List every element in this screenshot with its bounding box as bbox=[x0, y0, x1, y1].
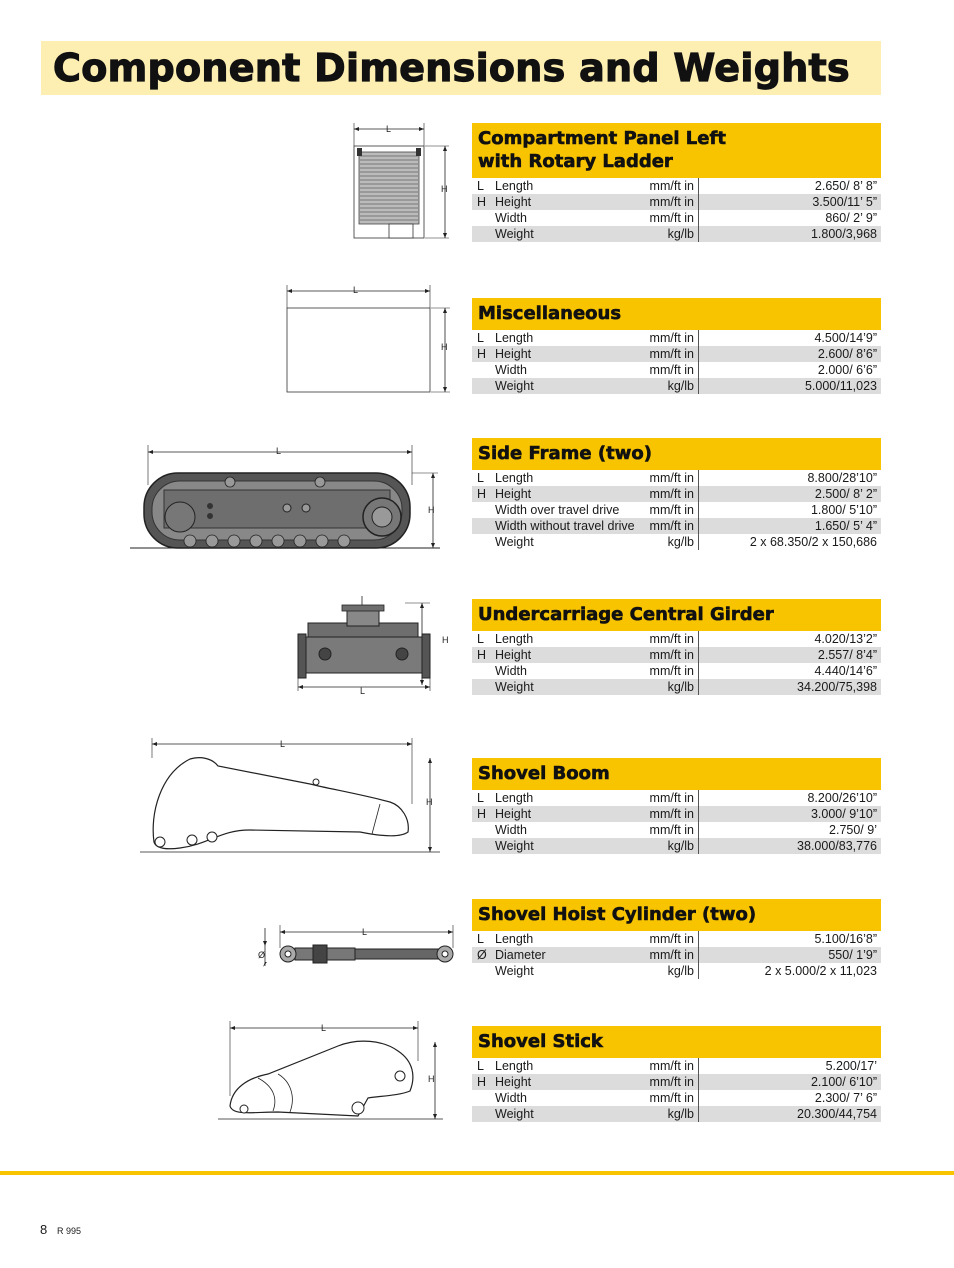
spec-table bbox=[472, 1058, 881, 1122]
dim-label-h: H bbox=[426, 797, 433, 807]
table-row: Width without travel drive mm/ft in 1.650/ 5’ 4” bbox=[472, 518, 881, 534]
spec-table bbox=[472, 470, 881, 550]
compartment-panel-drawing bbox=[345, 118, 455, 246]
table-row: H Height mm/ft in 2.100/ 6’10” bbox=[472, 1074, 881, 1090]
dim-label-h: H bbox=[441, 342, 448, 352]
footer-divider bbox=[0, 1171, 954, 1175]
dim-label-l: L bbox=[280, 739, 286, 749]
table-row: Width mm/ft in 2.750/ 9’ bbox=[495, 823, 877, 837]
table-row: Width mm/ft in 4.440/14’6” bbox=[495, 664, 877, 678]
table-row: H Height mm/ft in 3.000/ 9’10” bbox=[472, 806, 881, 822]
table-row: H Height mm/ft in 3.500/11’ 5” bbox=[472, 194, 881, 210]
dim-label-l: L bbox=[362, 927, 368, 937]
section-title: Compartment Panel Left with Rotary Ladder bbox=[478, 128, 726, 172]
shovel-stick-drawing bbox=[218, 1016, 458, 1126]
table-row: L Length mm/ft in 5.200/17’ bbox=[477, 1059, 877, 1073]
section-title: Shovel Hoist Cylinder (two) bbox=[478, 904, 757, 925]
section-header bbox=[472, 123, 881, 178]
spec-table bbox=[472, 931, 881, 979]
dim-label-h: H bbox=[441, 184, 448, 194]
table-row: Weight kg/lb 1.800/3,968 bbox=[472, 226, 881, 242]
section-shovel-stick bbox=[472, 1026, 881, 1122]
table-row: L Length mm/ft in 8.800/28’10” bbox=[477, 471, 877, 485]
table-row: Ø Diameter mm/ft in 550/ 1’9” bbox=[472, 947, 881, 963]
section-compartment-panel bbox=[472, 123, 881, 242]
spec-table bbox=[472, 631, 881, 695]
spec-table bbox=[472, 330, 881, 394]
spec-table bbox=[472, 178, 881, 242]
page-number: 8 bbox=[40, 1222, 48, 1237]
section-title: Undercarriage Central Girder bbox=[478, 604, 774, 625]
section-title: Miscellaneous bbox=[478, 303, 622, 324]
table-row: Weight kg/lb 38.000/83,776 bbox=[472, 838, 881, 854]
table-row: L Length mm/ft in 4.500/14’9” bbox=[477, 331, 877, 345]
central-girder-drawing bbox=[290, 590, 460, 702]
dim-label-l: L bbox=[386, 124, 392, 134]
section-hoist-cylinder bbox=[472, 899, 881, 979]
section-header bbox=[472, 599, 881, 631]
table-row: Width mm/ft in 2.000/ 6’6” bbox=[495, 363, 877, 377]
table-row: H Height mm/ft in 2.600/ 8’6” bbox=[472, 346, 881, 362]
table-row: Width mm/ft in 2.300/ 7’ 6” bbox=[495, 1091, 877, 1105]
table-row: Weight kg/lb 2 x 5.000/2 x 11,023 bbox=[495, 964, 877, 978]
page-title: Component Dimensions and Weights bbox=[53, 46, 850, 90]
dim-label-diameter: Ø bbox=[258, 950, 266, 960]
section-header bbox=[472, 899, 881, 931]
dim-label-l: L bbox=[276, 446, 282, 456]
table-row: Width mm/ft in 860/ 2’ 9” bbox=[495, 211, 877, 225]
section-title: Shovel Boom bbox=[478, 763, 610, 784]
dim-label-l: L bbox=[321, 1023, 327, 1033]
section-header bbox=[472, 1026, 881, 1058]
table-row: Weight kg/lb 34.200/75,398 bbox=[472, 679, 881, 695]
miscellaneous-drawing bbox=[280, 280, 460, 400]
table-row: H Height mm/ft in 2.557/ 8’4” bbox=[472, 647, 881, 663]
table-row: Weight kg/lb 2 x 68.350/2 x 150,686 bbox=[495, 535, 877, 549]
section-shovel-boom bbox=[472, 758, 881, 854]
section-side-frame bbox=[472, 438, 881, 550]
section-title: Side Frame (two) bbox=[478, 443, 652, 464]
table-row: L Length mm/ft in 8.200/26’10” bbox=[477, 791, 877, 805]
spec-table bbox=[472, 790, 881, 854]
table-row: H Height mm/ft in 2.500/ 8’ 2” bbox=[472, 486, 881, 502]
dim-label-h: H bbox=[442, 635, 449, 645]
page-title-banner bbox=[41, 41, 881, 95]
shovel-boom-drawing bbox=[140, 734, 450, 858]
dim-label-l: L bbox=[360, 686, 366, 696]
section-title: Shovel Stick bbox=[478, 1031, 603, 1052]
dim-label-l: L bbox=[353, 285, 359, 295]
table-row: Width over travel drive mm/ft in 1.800/ 5’10” bbox=[495, 503, 877, 517]
table-row: L Length mm/ft in 4.020/13’2” bbox=[477, 632, 877, 646]
hoist-cylinder-drawing bbox=[255, 920, 465, 970]
table-row: L Length mm/ft in 2.650/ 8’ 8” bbox=[477, 179, 877, 193]
section-header bbox=[472, 758, 881, 790]
dim-label-h: H bbox=[428, 505, 435, 515]
section-miscellaneous bbox=[472, 298, 881, 394]
model-name: R 995 bbox=[57, 1226, 82, 1236]
table-row: Weight kg/lb 20.300/44,754 bbox=[472, 1106, 881, 1122]
section-header bbox=[472, 298, 881, 330]
section-central-girder bbox=[472, 599, 881, 695]
section-header bbox=[472, 438, 881, 470]
table-row: L Length mm/ft in 5.100/16’8” bbox=[477, 932, 877, 946]
side-frame-drawing bbox=[130, 440, 450, 552]
dim-label-h: H bbox=[428, 1074, 435, 1084]
table-row: Weight kg/lb 5.000/11,023 bbox=[472, 378, 881, 394]
